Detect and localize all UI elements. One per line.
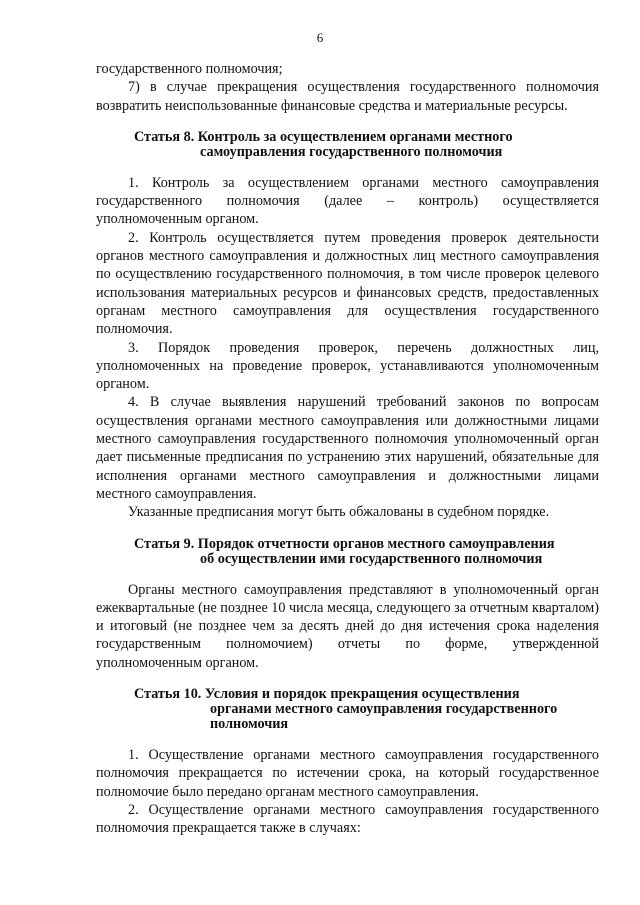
article-9-title-line-1: Статья 9. Порядок отчетности органов местного самоуправления bbox=[134, 535, 555, 552]
paragraph: государственного полномочия; bbox=[96, 61, 283, 77]
article-8-heading bbox=[96, 130, 599, 160]
article-8-title-line-2: самоуправления государственного полномочия bbox=[200, 143, 503, 160]
paragraph: 1. Контроль за осуществлением органами местного самоуправления государственного полномочия (далее – контроль) осуществляется уполномоченным органом. bbox=[96, 174, 599, 228]
article-8-title-line-1: Статья 8. Контроль за осуществлением органами местного bbox=[134, 128, 513, 145]
paragraph: 2. Контроль осуществляется путем проведения проверок деятельности органов местного самоуправления и должностных лиц местного самоуправления по осуществлению государственного полномочия, в том числе проверок целевого использования материальных ресурсов и финансовых средств, предоставленных органам местного самоуправления для осуществления государственного полномочия. bbox=[96, 229, 599, 338]
article-10-title-line-2: органами местного самоуправления государственного bbox=[210, 701, 558, 718]
article-10-title-line-3: полномочия bbox=[210, 716, 289, 733]
article-9-heading bbox=[96, 537, 599, 567]
page-number: 6 bbox=[316, 30, 324, 45]
paragraph: 1. Осуществление органами местного самоуправления государственного полномочия прекращается по истечении срока, на который государственное полномочие было передано органам местного самоуправления. bbox=[96, 747, 599, 800]
paragraph: 3. Порядок проведения проверок, перечень должностных лиц, уполномоченных на проведение проверок, устанавливаются уполномоченным органом. bbox=[96, 339, 599, 393]
paragraph: 2. Осуществление органами местного самоуправления государственного полномочия прекращается также в случаях: bbox=[96, 801, 599, 837]
paragraph: Органы местного самоуправления представляют в уполномоченный орган ежеквартальные (не позднее 10 числа месяца, следующего за отчетным кварталом) и итоговый (не позднее чем за десять дней до дня истечения срока наделения государственным полномочием) отчеты по форме, утвержденной уполномоченным органом. bbox=[96, 581, 599, 671]
article-10-title-line-1: Статья 10. Условия и порядок прекращения осуществления bbox=[134, 686, 520, 703]
paragraph: 7) в случае прекращения осуществления государственного полномочия возвратить неиспользованные финансовые средства и материальные ресурсы. bbox=[96, 79, 599, 114]
article-9-title-line-2: об осуществлении ими государственного полномочия bbox=[200, 550, 543, 567]
paragraph: 4. В случае выявления нарушений требований законов по вопросам осуществления органами местного самоуправления или должностными лицами местного самоуправления государственного полномочия уполномоченный орган дает письменные предписания по устранению этих нарушений, обязательные для исполнения органами местного самоуправления и должностными лицами местного самоуправления. bbox=[96, 394, 599, 502]
document-body bbox=[96, 60, 599, 838]
article-10-heading bbox=[96, 687, 599, 732]
paragraph: Указанные предписания могут быть обжалованы в судебном порядке. bbox=[128, 504, 550, 521]
